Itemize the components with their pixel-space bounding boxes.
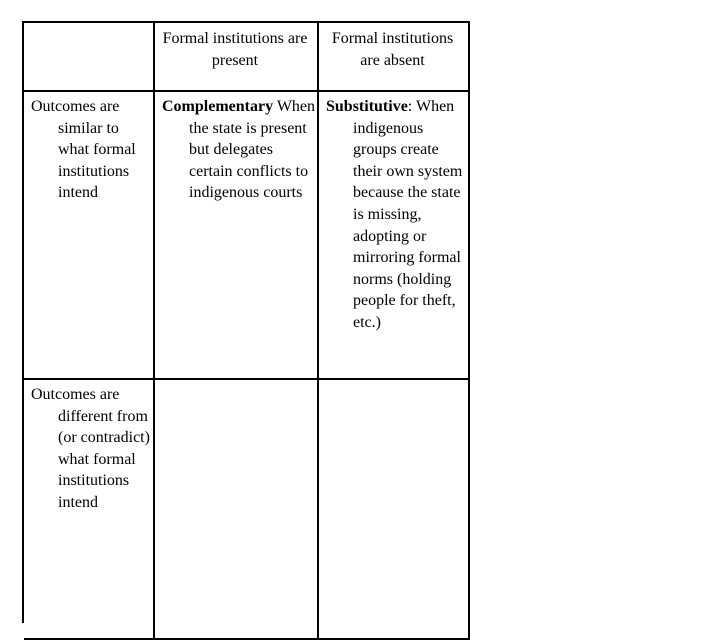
header-present-label: Formal institutions are present — [162, 30, 308, 69]
substitutive-text: When indigenous groups create their own system because the state is missing, adopting or mirroring formal norms (holding people for theft, etc.) — [353, 98, 463, 331]
row-label-different-text: Outcomes are different from (or contradict) what formal institutions intend — [31, 386, 150, 511]
table-corner-cell — [24, 23, 155, 92]
cell-substitutive — [319, 92, 470, 380]
cell-complementary — [155, 92, 319, 380]
substitutive-colon: : — [407, 98, 413, 115]
cell-different-present — [155, 380, 319, 640]
header-present — [155, 23, 319, 92]
row-label-similar — [24, 92, 155, 380]
row-label-different — [24, 380, 155, 640]
complementary-text: When the state is present but delegates certain conflicts to indigenous courts — [189, 98, 316, 202]
header-absent — [319, 23, 470, 92]
header-absent-label: Formal institutions are absent — [331, 30, 454, 69]
complementary-title: Complementary — [162, 98, 274, 115]
institutions-table — [22, 21, 470, 623]
row-label-similar-text: Outcomes are similar to what formal institutions intend — [31, 98, 136, 202]
substitutive-title: Substitutive — [326, 98, 408, 115]
cell-different-absent — [319, 380, 470, 640]
